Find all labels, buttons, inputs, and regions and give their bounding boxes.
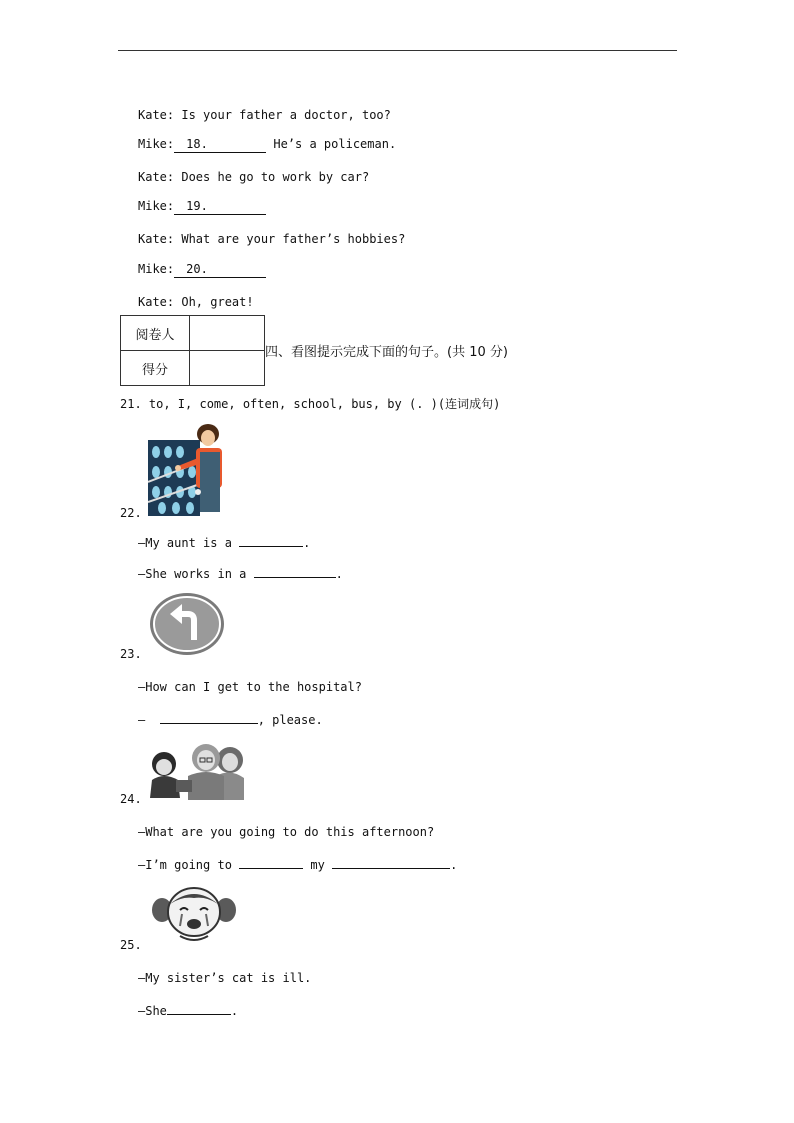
speaker: Mike: [138, 137, 175, 151]
question-23-line-1: —How can I get to the hospital? [138, 680, 362, 694]
question-24-line-1: —What are you going to do this afternoon? [138, 825, 435, 839]
factory-worker-picture-icon [148, 422, 224, 516]
answer-blank-20[interactable]: 20. [174, 261, 266, 278]
score-table [120, 315, 265, 386]
question-24-number: 24. [120, 792, 142, 806]
dialogue-line-1 [138, 107, 391, 123]
header-rule [118, 50, 677, 51]
question-21: 21. to, I, come, often, school, bus, by (. )(连词成句) [120, 397, 501, 411]
dialogue-text: What are your father’s hobbies? [181, 232, 406, 246]
crying-girl-picture-icon [150, 886, 238, 944]
answer-blank-19[interactable]: 19. [174, 198, 266, 215]
answer-blank-22a[interactable] [239, 533, 303, 547]
dialogue-line-6 [138, 261, 266, 278]
question-22-line-2: —She works in a . [138, 564, 343, 582]
question-24-line-2: —I’m going to my . [138, 855, 457, 873]
question-25-line-1: —My sister’s cat is ill. [138, 971, 312, 985]
answer-blank-25[interactable] [167, 1001, 231, 1015]
answer-blank-22b[interactable] [254, 564, 336, 578]
speaker: Kate: [138, 108, 175, 122]
answer-blank-23[interactable] [160, 710, 258, 724]
speaker: Mike: [138, 262, 175, 276]
speaker: Kate: [138, 232, 175, 246]
answer-blank-18[interactable]: 18. [174, 136, 266, 153]
score-label: 得分 [121, 351, 190, 386]
question-22-line-1: —My aunt is a . [138, 533, 310, 551]
grader-cell[interactable] [190, 316, 265, 351]
dialogue-text: He’s a policeman. [273, 137, 397, 151]
dialogue-text: Does he go to work by car? [181, 170, 370, 184]
speaker: Mike: [138, 199, 175, 213]
answer-blank-24b[interactable] [332, 855, 450, 869]
question-25-line-2: —She . [138, 1001, 238, 1019]
dialogue-line-3 [138, 169, 369, 185]
dialogue-line-4 [138, 198, 266, 215]
answer-blank-24a[interactable] [239, 855, 303, 869]
dialogue-line-5 [138, 231, 405, 247]
turn-left-sign-icon [148, 592, 226, 656]
dialogue-text: Oh, great! [181, 295, 254, 309]
family-visit-picture-icon [146, 740, 248, 800]
question-25-number: 25. [120, 938, 142, 952]
dialogue-line-7 [138, 294, 254, 310]
question-23-number: 23. [120, 647, 142, 661]
speaker: Kate: [138, 170, 175, 184]
score-cell[interactable] [190, 351, 265, 386]
section-title: 四、看图提示完成下面的句子。(共 10 分) [265, 345, 508, 360]
question-23-line-2: — , please. [138, 710, 323, 728]
speaker: Kate: [138, 295, 175, 309]
question-22-number: 22. [120, 506, 142, 520]
dialogue-text: Is your father a doctor, too? [181, 108, 391, 122]
dialogue-line-2 [138, 136, 396, 153]
grader-label: 阅卷人 [121, 316, 190, 351]
